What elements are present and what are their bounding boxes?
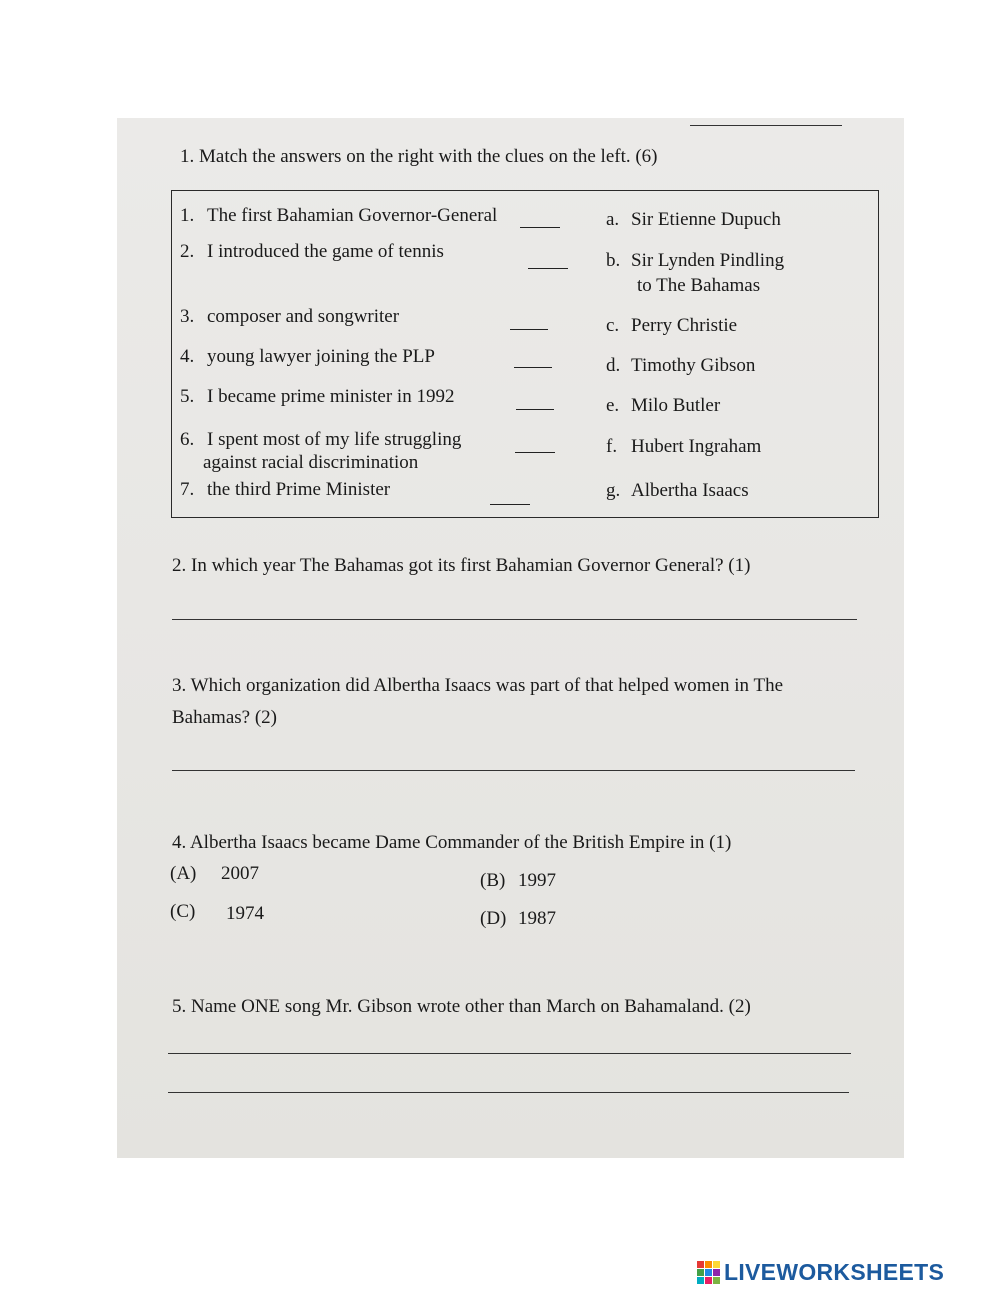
clue-6-text-2: against racial discrimination bbox=[203, 452, 419, 473]
liveworksheets-logo bbox=[697, 1259, 944, 1285]
clue-1-number: 1. bbox=[180, 205, 195, 226]
logo-square bbox=[713, 1269, 720, 1276]
clue-6-number: 6. bbox=[180, 429, 195, 450]
answer-c-letter: c. bbox=[606, 315, 620, 336]
clue-7-text: the third Prime Minister bbox=[207, 479, 391, 500]
clue-2-text: I introduced the game of tennis bbox=[207, 241, 444, 262]
clue-5-number: 5. bbox=[180, 386, 195, 407]
q4-option-c-value[interactable]: 1974 bbox=[226, 903, 264, 924]
answer-b-text: Sir Lynden Pindling bbox=[631, 250, 785, 271]
q4-option-a-label[interactable]: (A) bbox=[170, 863, 197, 884]
clue-3-number: 3. bbox=[180, 306, 195, 327]
q3-answer-line[interactable] bbox=[172, 770, 855, 771]
logo-square bbox=[705, 1261, 712, 1268]
clue-1-text: The first Bahamian Governor-General bbox=[207, 205, 498, 226]
q3-question-line-2: Bahamas? (2) bbox=[172, 707, 277, 728]
answer-f-letter: f. bbox=[606, 436, 618, 457]
logo-square bbox=[697, 1261, 704, 1268]
q3-question-line-1: 3. Which organization did Albertha Isaacs was part of that helped women in The bbox=[172, 675, 783, 696]
top-rule bbox=[690, 125, 842, 126]
q4-option-a-value[interactable]: 2007 bbox=[221, 863, 259, 884]
match-blank-1[interactable] bbox=[520, 227, 560, 228]
answer-e-text: Milo Butler bbox=[631, 395, 721, 416]
q4-question: 4. Albertha Isaacs became Dame Commander of the British Empire in (1) bbox=[172, 832, 732, 853]
logo-icon bbox=[697, 1261, 720, 1284]
logo-square bbox=[713, 1261, 720, 1268]
logo-square bbox=[713, 1277, 720, 1284]
logo-square bbox=[697, 1269, 704, 1276]
q4-option-b-value[interactable]: 1997 bbox=[518, 870, 556, 891]
clue-4-number: 4. bbox=[180, 346, 195, 367]
clue-6-text: I spent most of my life struggling bbox=[207, 429, 462, 450]
answer-a-letter: a. bbox=[606, 209, 620, 230]
match-blank-6[interactable] bbox=[515, 452, 555, 453]
clue-3-text: composer and songwriter bbox=[207, 306, 400, 327]
answer-f-text: Hubert Ingraham bbox=[631, 436, 762, 457]
q2-answer-line[interactable] bbox=[172, 619, 857, 620]
answer-d-text: Timothy Gibson bbox=[631, 355, 756, 376]
clue-5-text: I became prime minister in 1992 bbox=[207, 386, 455, 407]
q2-question: 2. In which year The Bahamas got its first Bahamian Governor General? (1) bbox=[172, 555, 751, 576]
answer-a-text: Sir Etienne Dupuch bbox=[631, 209, 781, 230]
match-blank-7[interactable] bbox=[490, 504, 530, 505]
clue-7-number: 7. bbox=[180, 479, 195, 500]
q5-answer-line-1[interactable] bbox=[168, 1053, 851, 1054]
q4-option-b-label[interactable]: (B) bbox=[480, 870, 506, 891]
q4-option-d-label[interactable]: (D) bbox=[480, 908, 507, 929]
q5-answer-line-2[interactable] bbox=[168, 1092, 849, 1093]
match-blank-3[interactable] bbox=[510, 329, 548, 330]
q1-title: 1. Match the answers on the right with the clues on the left. (6) bbox=[180, 146, 658, 167]
logo-brand-text: LIVEWORKSHEETS bbox=[724, 1258, 945, 1285]
logo-square bbox=[705, 1269, 712, 1276]
clue-2-number: 2. bbox=[180, 241, 195, 262]
answer-g-letter: g. bbox=[606, 480, 621, 501]
q5-question: 5. Name ONE song Mr. Gibson wrote other than March on Bahamaland. (2) bbox=[172, 996, 751, 1017]
answer-c-text: Perry Christie bbox=[631, 315, 738, 336]
answer-b-letter: b. bbox=[606, 250, 621, 271]
clue-4-text: young lawyer joining the PLP bbox=[207, 346, 435, 367]
match-blank-2[interactable] bbox=[528, 268, 568, 269]
answer-b-text-2: to The Bahamas bbox=[637, 275, 761, 296]
match-blank-5[interactable] bbox=[516, 409, 554, 410]
logo-square bbox=[697, 1277, 704, 1284]
answer-d-letter: d. bbox=[606, 355, 621, 376]
q4-option-c-label[interactable]: (C) bbox=[170, 901, 196, 922]
answer-g-text: Albertha Isaacs bbox=[631, 480, 749, 501]
q4-option-d-value[interactable]: 1987 bbox=[518, 908, 556, 929]
match-blank-4[interactable] bbox=[514, 367, 552, 368]
logo-square bbox=[705, 1277, 712, 1284]
answer-e-letter: e. bbox=[606, 395, 620, 416]
